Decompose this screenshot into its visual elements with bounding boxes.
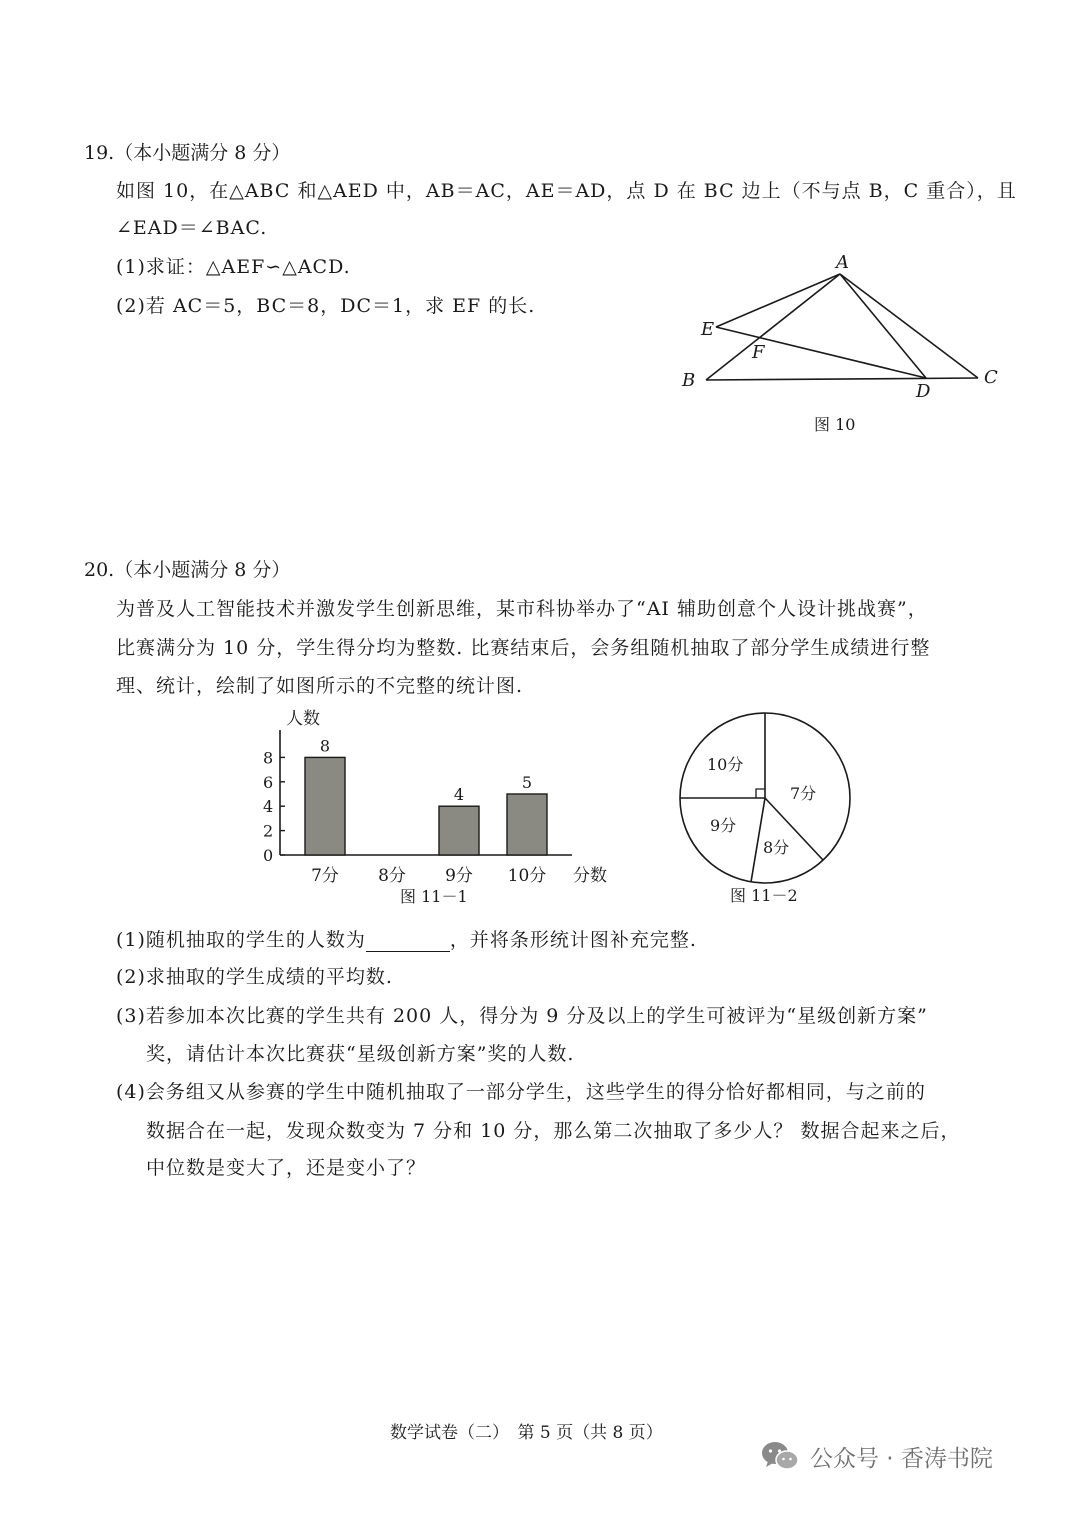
q20-part-2: (2)求抽取的学生成绩的平均数. — [116, 966, 393, 988]
q20-text-line-3: 理、统计，绘制了如图所示的不完整的统计图. — [116, 675, 524, 697]
page-footer: 数学试卷（二） 第 5 页（共 8 页） — [390, 1423, 663, 1443]
answer-blank[interactable] — [366, 933, 450, 952]
x-tick-label: 7分 — [311, 866, 339, 886]
y-tick-label: 8 — [263, 748, 274, 768]
q20-part-1-prefix: (1)随机抽取的学生的人数为 — [116, 929, 366, 951]
q19-text-line-1: 如图 10，在△ABC 和△AED 中，AB＝AC，AE＝AD，点 D 在 BC 边上（不与点 B，C 重合），且 — [116, 180, 1017, 202]
q19-text-line-2: ∠EAD＝∠BAC. — [116, 217, 268, 239]
bar — [439, 806, 479, 855]
x-tick-label: 8分 — [378, 866, 406, 886]
pie-chart-11-2 — [672, 708, 862, 913]
bar-chart-xlabel: 分数 — [573, 866, 607, 886]
right-angle-mark — [756, 789, 765, 798]
q20-part-3-line-2: 奖，请估计本次比赛获“星级创新方案”奖的人数. — [146, 1043, 575, 1065]
bar — [305, 757, 345, 855]
label-A: A — [836, 252, 849, 273]
bar-chart-11-1 — [250, 700, 630, 915]
q20-text-line-2: 比赛满分为 10 分，学生得分均为整数. 比赛结束后，会务组随机抽取了部分学生成绩进行整 — [116, 637, 931, 659]
bar-chart-caption: 图 11－1 — [400, 887, 468, 906]
label-B: B — [682, 370, 696, 391]
pie-label-7: 7分 — [790, 784, 817, 803]
figure-10-caption: 图 10 — [814, 415, 856, 434]
q19-part-1: (1)求证：△AEF∽△ACD. — [116, 256, 351, 278]
pie-label-9: 9分 — [710, 816, 737, 835]
x-tick-label: 10分 — [507, 866, 547, 886]
y-tick-label: 0 — [263, 846, 274, 865]
segment-ED — [716, 327, 926, 378]
bar-data-label: 8 — [319, 736, 331, 756]
y-tick-label: 2 — [263, 821, 274, 841]
q19-part-2: (2)若 AC＝5，BC＝8，DC＝1，求 EF 的长. — [116, 295, 536, 317]
label-F: F — [752, 342, 765, 363]
q19-heading: 19.（本小题满分 8 分） — [84, 142, 291, 164]
label-C: C — [984, 367, 998, 388]
wechat-icon — [760, 1439, 800, 1473]
bar-data-label: 5 — [521, 773, 533, 792]
q20-part-1 — [116, 925, 697, 952]
segment-AD — [840, 274, 926, 378]
q20-part-4-line-3: 中位数是变大了，还是变小了？ — [146, 1157, 427, 1179]
bar-data-label: 4 — [453, 785, 465, 805]
watermark-text: 公众号 · 香涛书院 — [810, 1445, 993, 1472]
figure-10-geometry — [0, 0, 1080, 450]
bar — [507, 794, 547, 855]
pie-label-10: 10分 — [707, 755, 744, 774]
pie-label-8: 8分 — [763, 838, 790, 857]
y-tick-label: 6 — [263, 772, 274, 792]
x-tick-label: 9分 — [445, 866, 473, 886]
segment-AB — [706, 274, 840, 380]
q20-text-line-1: 为普及人工智能技术并激发学生创新思维，某市科协举办了“AI 辅助创意个人设计挑战赛”， — [116, 598, 928, 620]
label-E: E — [701, 319, 715, 340]
q20-part-1-suffix: ，并将条形统计图补充完整. — [449, 929, 697, 951]
label-D: D — [916, 381, 931, 402]
q20-part-4-line-1: (4)会务组又从参赛的学生中随机抽取了一部分学生，这些学生的得分恰好都相同，与之前的 — [116, 1081, 926, 1103]
q20-part-3-line-1: (3)若参加本次比赛的学生共有 200 人，得分为 9 分及以上的学生可被评为“星级创新方案” — [116, 1005, 928, 1027]
q20-part-4-line-2: 数据合在一起，发现众数变为 7 分和 10 分，那么第二次抽取了多少人？ 数据合起来之后， — [146, 1120, 961, 1142]
bar-chart-ylabel: 人数 — [286, 709, 320, 729]
q20-heading: 20.（本小题满分 8 分） — [84, 559, 291, 581]
segment-BC — [706, 378, 978, 380]
segment-AE — [716, 274, 840, 327]
wechat-watermark — [760, 1434, 993, 1478]
pie-chart-caption: 图 11－2 — [730, 886, 798, 905]
y-tick-label: 4 — [263, 797, 274, 817]
